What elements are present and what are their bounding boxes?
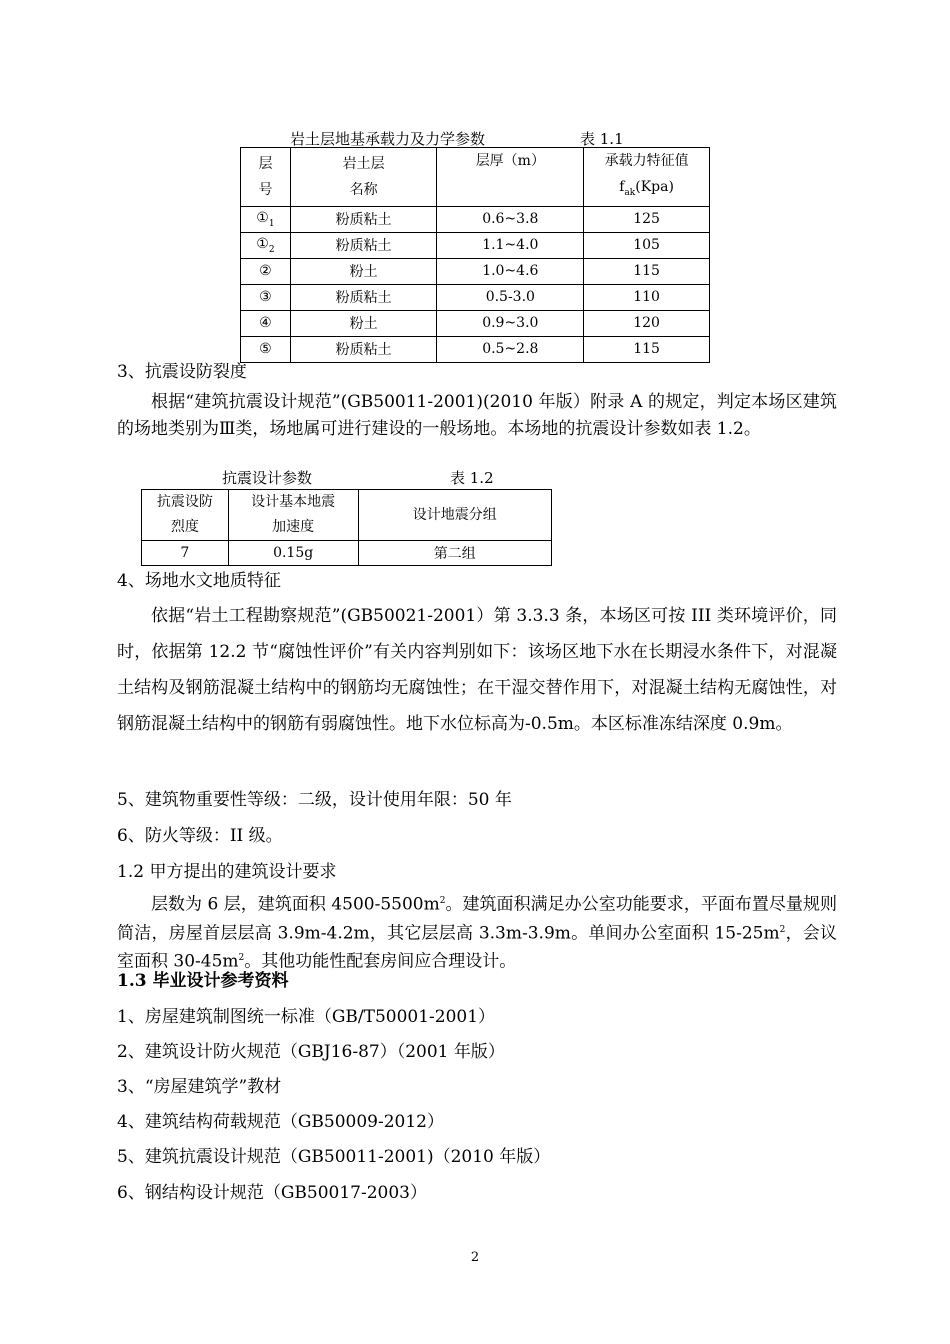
table-row: ④ 粉土 0.9~3.0 120 — [241, 310, 710, 336]
table2-header-acceleration: 设计基本地震 加速度 — [228, 490, 358, 541]
table1-header-row — [241, 148, 710, 207]
section4-paragraph: 依据“岩土工程勘察规范”(GB50021-2001）第 3.3.3 条，本场区可按 III 类环境评价，同时，依据第 12.2 节“腐蚀性评价”有关内容判别如下：该场区地下水在长期浸水条件下，对混凝土结构及钢筋混凝土结构中的钢筋均无腐蚀性；在干湿交替作用下，对混凝土结构无腐蚀性，对钢筋混凝土结构中的钢筋有弱腐蚀性。地下水位标高为-0.5m。本区标准冻结深度 0.9m。 — [117, 606, 837, 734]
table-row: ⑤ 粉质粘土 0.5~2.8 115 — [241, 336, 710, 362]
table1-label: 表 1.1 — [580, 130, 624, 148]
table2-header-row — [142, 490, 552, 541]
table-row: 7 0.15g 第二组 — [142, 541, 552, 566]
reference-item: 5、建筑抗震设计规范（GB50011-2001)（2010 年版） — [117, 1147, 551, 1167]
table-row: ③ 粉质粘土 0.5-3.0 110 — [241, 284, 710, 310]
table1-header-capacity: 承载力特征值 $f_{ak}(Kpa)$ — [584, 148, 710, 207]
table2-title: 抗震设计参数 — [222, 469, 313, 487]
table-row: $①_1$ 粉质粘土 0.6~3.8 125 — [241, 206, 710, 232]
soil-parameters-table — [240, 147, 710, 363]
reference-item: 6、钢结构设计规范（GB50017-2003） — [117, 1183, 427, 1203]
page-number: 2 — [470, 1250, 480, 1265]
table1-title: 岩土层地基承载力及力学参数 — [290, 130, 486, 148]
section12-paragraph: 层数为 6 层，建筑面积 $4500-5500m^2$。建筑面积满足办公室功能要求，平面布置尽量规则简洁，房屋首层层高 3.9m-4.2m，其它层层高 3.3m-3.9m。单间办公室面积 $15-25m^2$，会议室面积 $30-45m^2$。其他功能性配套房间应合理设计。 — [117, 894, 838, 972]
section12-heading: 1.2 甲方提出的建筑设计要求 — [117, 862, 337, 882]
table-row: $①_2$ 粉质粘土 1.1~4.0 105 — [241, 232, 710, 258]
seismic-parameters-table — [141, 489, 552, 566]
table2-header-intensity: 抗震设防 烈度 — [142, 490, 229, 541]
section13-heading: 1.3 毕业设计参考资料 — [117, 971, 289, 991]
importance-grade: 5、建筑物重要性等级：二级，设计使用年限：50 年 — [117, 790, 512, 810]
table1-header-layer: 层 号 — [241, 148, 291, 207]
table-row: ② 粉土 1.0~4.6 115 — [241, 258, 710, 284]
reference-item: 3、“房屋建筑学”教材 — [117, 1077, 282, 1097]
table2-header-group: 设计地震分组 — [358, 490, 551, 541]
section4-heading: 4、场地水文地质特征 — [117, 571, 281, 591]
section3-heading: 3、抗震设防裂度 — [117, 362, 247, 382]
reference-item: 4、建筑结构荷载规范（GB50009-2012） — [117, 1112, 444, 1132]
table1-header-thickness: 层厚（m） — [437, 148, 584, 207]
reference-item: 1、房屋建筑制图统一标准（GB/T50001-2001） — [117, 1007, 496, 1027]
fire-grade: 6、防火等级：II 级。 — [117, 826, 283, 846]
table2-label: 表 1.2 — [450, 469, 494, 487]
section3-paragraph: 根据“建筑抗震设计规范”(GB50011-2001)(2010 年版）附录 A 的规定，判定本场区建筑的场地类别为Ⅲ类，场地属可进行建设的一般场地。本场地的抗震设计参数如表 1.2。 — [117, 392, 837, 439]
table1-header-soil: 岩土层 名称 — [290, 148, 437, 207]
reference-item: 2、建筑设计防火规范（GBJ16-87）（2001 年版） — [117, 1042, 505, 1062]
